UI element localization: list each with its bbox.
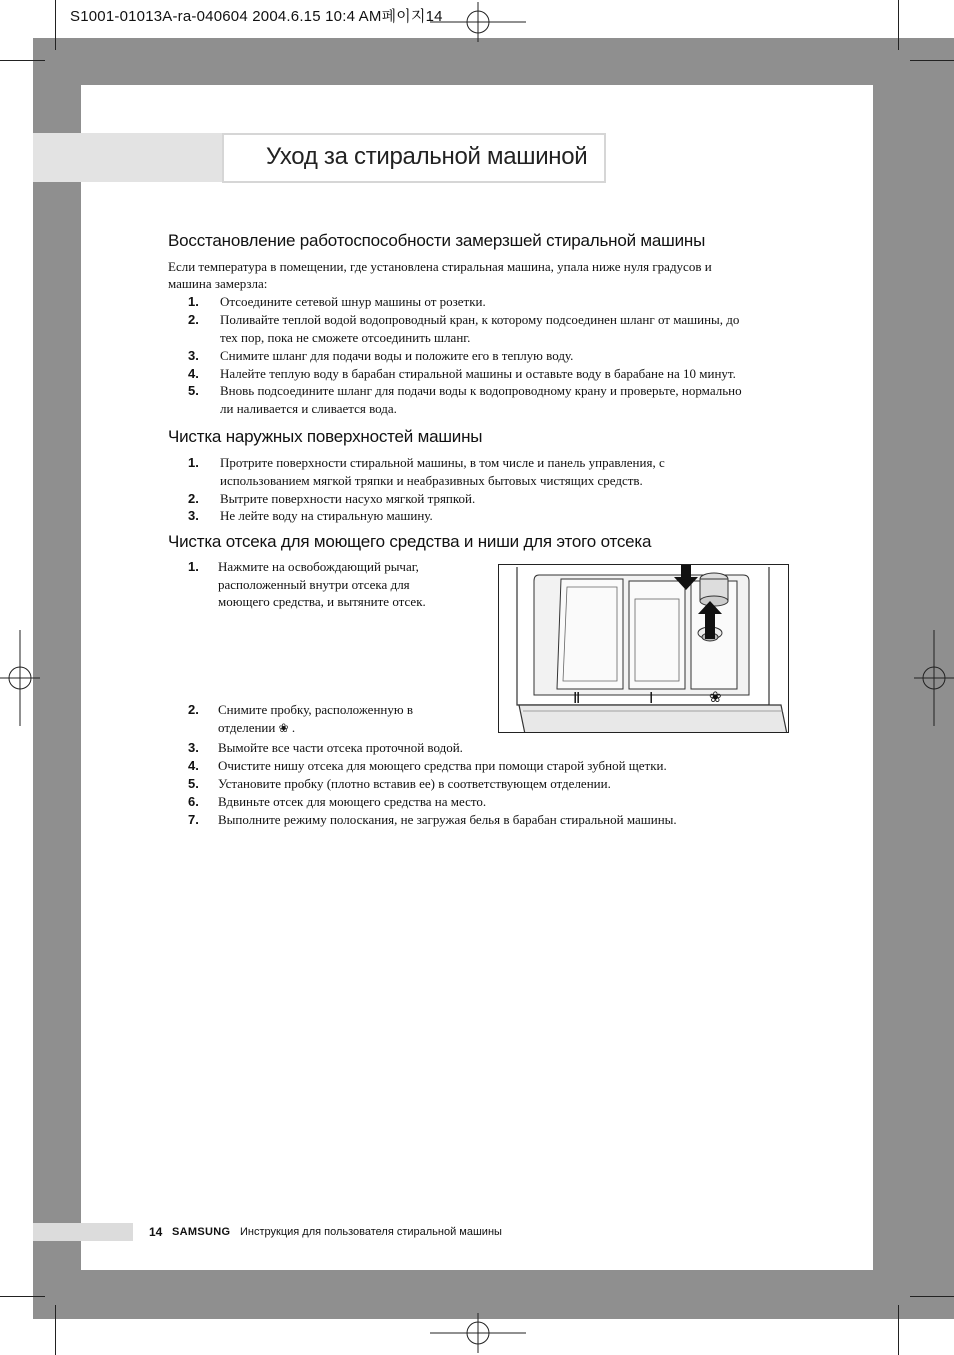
page-number: 14 xyxy=(149,1225,163,1239)
arrow-down-icon xyxy=(673,565,699,591)
step-text: Снимите шланг для подачи воды и положите его в теплую воду. xyxy=(220,348,574,363)
crop-mark xyxy=(898,0,899,50)
crop-mark xyxy=(0,1296,45,1297)
step-text: Налейте теплую воду в барабан стиральной машины и оставьте воду в барабане на 10 минут. xyxy=(220,366,736,381)
section-intro xyxy=(168,258,768,292)
registration-mark-icon xyxy=(0,630,40,726)
section-heading-dispenser: Чистка отсека для моющего средства и ниши для этого отсека xyxy=(168,532,652,551)
footer-band xyxy=(33,1223,133,1241)
step-text: моющего средства, и вытяните отсек. xyxy=(218,594,426,609)
step-text: Выполните режиму полоскания, не загружая белья в барабан стиральной машины. xyxy=(218,812,677,827)
softener-compartment-label: ❀ xyxy=(709,688,722,706)
step-text: Вдвиньте отсек для моющего средства на место. xyxy=(218,794,487,809)
step-number: 3. xyxy=(188,508,199,523)
crop-mark xyxy=(910,60,954,61)
step-number: 2. xyxy=(188,491,199,506)
footer-text: Инструкция для пользователя стиральной машины xyxy=(240,1226,502,1238)
mainwash-compartment-label: Ⅰ xyxy=(649,689,654,707)
registration-mark-icon xyxy=(430,1313,526,1353)
print-header: S1001-01013A-ra-040604 2004.6.15 10:4 AM페이지14 xyxy=(70,8,443,25)
page-title: Уход за стиральной машиной xyxy=(266,143,588,170)
registration-mark-icon xyxy=(430,2,526,42)
step-text: ли наливается и сливается вода. xyxy=(220,400,397,416)
prewash-compartment-label: Ⅱ xyxy=(573,689,581,707)
step-number: 2. xyxy=(188,702,199,717)
step-number: 1. xyxy=(188,559,199,574)
step-number: 1. xyxy=(188,294,199,309)
step-text-tail: . xyxy=(291,719,296,735)
step-number: 3. xyxy=(188,348,199,363)
registration-mark-icon xyxy=(914,630,954,726)
step-number: 5. xyxy=(188,383,199,398)
step-text: Снимите пробку, расположенную в xyxy=(218,702,413,717)
step-text: Не лейте воду на стиральную машину. xyxy=(220,508,433,523)
crop-mark xyxy=(910,1296,954,1297)
crop-mark xyxy=(55,1305,56,1355)
step-number: 5. xyxy=(188,776,199,791)
step-text: Вытрите поверхности насухо мягкой тряпкой. xyxy=(220,491,476,506)
step-text: Вновь подсоедините шланг для подачи воды к водопроводному крану и проверьте, нормально xyxy=(220,383,742,398)
step-text: Установите пробку (плотно вставив ее) в соответствующем отделении. xyxy=(218,776,611,791)
crop-mark xyxy=(898,1305,899,1355)
section-heading-frozen-machine: Восстановление работоспособности замерзшей стиральной машины xyxy=(168,231,706,250)
step-number: 4. xyxy=(188,758,199,773)
step-text: тех пор, пока не сможете отсоединить шланг. xyxy=(220,329,471,345)
step-number: 6. xyxy=(188,794,199,809)
step-text: Протрите поверхности стиральной машины, в том числе и панель управления, с xyxy=(220,455,665,470)
step-text: расположенный внутри отсека для xyxy=(218,576,410,592)
brand-logo: SAMSUNG xyxy=(172,1226,231,1238)
step-number: 2. xyxy=(188,312,199,327)
step-number: 1. xyxy=(188,455,199,470)
step-number: 3. xyxy=(188,740,199,755)
arrow-up-icon xyxy=(697,601,723,639)
title-band xyxy=(33,133,223,182)
step-text: Отсоедините сетевой шнур машины от розетки. xyxy=(220,294,486,309)
step-number: 4. xyxy=(188,366,199,381)
dispenser-drawing xyxy=(499,565,789,733)
step-text: отделении xyxy=(218,719,276,735)
intro-line: Если температура в помещении, где установлена стиральная машина, упала ниже нуля градусов и xyxy=(168,259,712,274)
step-text: Вымойте все части отсека проточной водой. xyxy=(218,740,463,755)
softener-compartment-icon: ❀ xyxy=(278,720,289,735)
crop-mark xyxy=(0,60,45,61)
intro-line: машина замерзла: xyxy=(168,276,268,291)
crop-mark xyxy=(55,0,56,50)
step-text: Поливайте теплой водой водопроводный кран, к которому подсоединен шланг от машины, до xyxy=(220,312,740,327)
section-heading-exterior: Чистка наружных поверхностей машины xyxy=(168,427,483,446)
step-text: Очистите нишу отсека для моющего средства при помощи старой зубной щетки. xyxy=(218,758,667,773)
dispenser-illustration xyxy=(498,564,789,733)
step-text: использованием мягкой тряпки и неабразивных бытовых чистящих средств. xyxy=(220,472,643,488)
step-text: Нажмите на освобождающий рычаг, xyxy=(218,559,419,574)
step-number: 7. xyxy=(188,812,199,827)
